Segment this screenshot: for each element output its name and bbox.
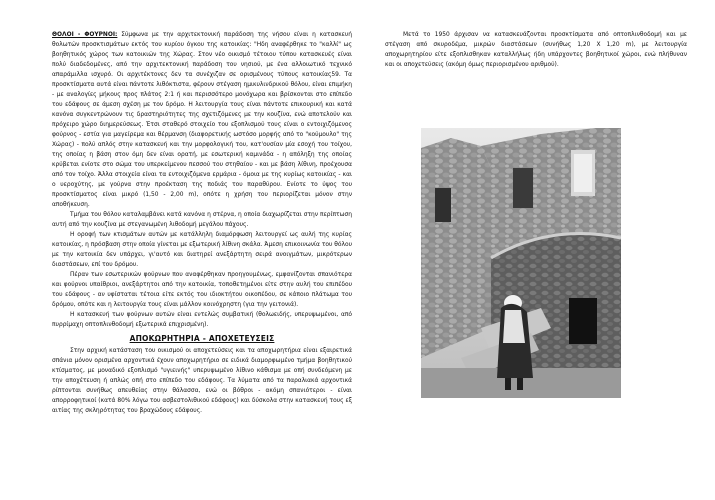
right-text-column	[385, 30, 687, 70]
paragraph-1	[52, 30, 352, 210]
paragraph-3: Η οροφή των κτισμάτων αυτών με κατάλληλη διαμόρφωση λειτουργεί ως αυλή της κυρίας κατοικίας, η πρόσβαση στην οποία γίνεται με εξωτερική λίθινη σκάλα. Άμεση επικοινωνία του θόλου με την κατοικία δεν υπάρχει, γι'αυτό και διατηρεί ανεξάρτητη σειρά ανοιγμάτων, μικρότερων διαστάσεων, επί του δρόμου.	[52, 232, 352, 268]
left-text-column	[52, 30, 352, 416]
paragraph-6: Στην αρχική κατάσταση του οικισμού οι αποχετεύσεις και τα αποχωρητήρια είναι εξαιρετικά σπάνια μόνον ορισμένα αρχοντικά έχουν αποχωρητήριο σε ειδικά διαμορφωμένο τμήμα βοηθητικού κτίσματος, με μοναδικό εξοπλισμό "υγιεινής" υπερυψωμένο λίθινο κάθισμα με οπή συνδεόμενη με την αποχέτευση ή απλώς οπή στο επίπεδο του εδάφους. Τα λύματα από τα παραλιακά αρχοντικά ρίπτονται συνήθως απευθείας στην θάλασσα, ενώ οι βόθροι - ακόμη σπανιότεροι - είναι απορροφητικοί (κατά 80% λόγω του ασβεστολιθικού εδάφους) και δύσκολα στην κατασκευή τους εξ αιτίας της σκληρότητας του βραχώδους εδάφους.	[52, 348, 352, 414]
photo-stone-building	[421, 128, 621, 398]
paragraph-4: Πέραν των εσωτερικών φούρνων που αναφέρθηκαν προηγουμένως, εμφανίζονται σπανιότερα και φούρνοι υπαίθριοι, ανεξάρτητοι από την κατοικία, τοποθετημένοι είτε στην αυλή του επιπέδου του εδάφους - αν υφίσταται τέτοια είτε εκτός του ιδιοκτήτου οικοπέδου, σε κάποιο πλάτωμα του δρόμου, οπότε και η λειτουργία τους είναι μάλλον κοινόχρηστη (για την γειτονιά).	[52, 272, 352, 308]
photo-image	[421, 128, 621, 398]
paragraph-1-text: Σύμφωνα με την αρχιτεκτονική παράδοση της νήσου είναι η κατασκευή θολωτών προσκτισμάτων εκτός του κυρίου όγκου της κατοικίας: "Ηδη αναφέρθηκε το "καλλί" ως βοηθητικός χώρος των κατοικιών της Χώρας. Στον νέο οικισμό τέτοιου τύπου κατασκευές είναι πολύ διαδεδομένες, από την αρχιτεκτονική παράδοση του νησιού, με ένα αλλοιωτικό τεχνικό απαράμιλλα ισχυρό. Οι αρχιτέκτονες δεν τα συνέχιζαν σε ορισμένους τύπους κατοικίας59. Τα προσκτίσματα αυτά είναι πάντοτε λιθόκτιστα, φέρουν στέγαση ημικυλινδρικού θόλου, είναι επιμήκη - με αναλογίες μήκους προς πλάτος 2:1 ή και περισσότερο μονόχωρα και βρίσκονται στο επίπεδο του εδάφους σε άμεση σχέση με τον δρόμο. Η λειτουργία τους είναι πάντοτε επικουρική και κατά κανόνα συγκεντρώνουν τις δραστηριότητες της σχετιζόμενες με την κουζίνα, ενώ αποτελούν και πρόχειρο χώρο διημερεύσεως. Έτσι σταθερό στοιχείο του εξοπλισμού τους είναι ο εντοιχιζόμενος φούρνος - εστία για μαγείρεμα και θέρμανση (διαφορετικής ωστόσο μορφής από το "κούμουλο" της Χώρας) - πολύ απλός στην κατασκευή και την μορφολογική του, κατ'ουσίαν μία εσοχή του τοίχου, της οποίας η βάση στον όμη δεν είναι ορατή, με εσωτερική καμινάδα - η απόληξη της οποίας κρύβεται ενίοτε στο σώμα του υπερκείμενου πεσσού του στηθαίου - και με βάση λίθινη, προέχουσα από τον τοίχο. Άλλα στοιχεία είναι τα εντοιχιζόμενα ερμάρια - όμοια με της κυρίως κατοικίας - και ο υεροχύτης, με γούρνα στην προέκταση της ποδιάς του παραθύρου. Ενίοτε το ύψος του προσκτίσματος είναι μικρό (1,50 - 2,00 m), οπότε η χρήση του περιορίζεται μόνον στην αποθήκευση.	[52, 32, 352, 208]
paragraph-5: Η κατασκευή των φούρνων αυτών είναι εντελώς συμβατική (θολωειδής, υπερυψωμένοι, από πυρρίμαχη οπτοπλινθοδομή εξωτερικά επιχρισμένη).	[52, 312, 352, 328]
paragraph-2: Τμήμα του θόλου καταλαμβάνει κατά κανόνα η στέρνα, η οποία διαχωρίζεται στην περίπτωση αυτή από την κουζίνα με στεγανωμένη λιθοδομή μεγάλου πάχους.	[52, 212, 352, 228]
section-heading-toilets-drainage: ΑΠΟΚΩΡΗΤΗΡΙΑ - ΑΠΟΧΕΤΕΥΣΕΙΣ	[129, 334, 275, 343]
paragraph-right-1: Μετά το 1950 άρχισαν να κατασκευάζονται προσκτίσματα από οπτοπλινθοδομή και με στέγαση από σκυροδέμα, μικρών διαστάσεων (συνήθως 1,20 Χ 1,20 m), με λειτουργία αποχωρητηρίου είτε εξοπλισθηκαν καταλλήλως ήδη υπάρχοντες βοηθητικοί χώροι, ενώ πλήθυναν και οι αποχετεύσεις (ακόμη όμως περιορισμένου αριθμού).	[385, 32, 687, 68]
section-heading-vaults-ovens: ΘΟΛΟΙ - ΦΟΥΡΝΟΙ:	[52, 32, 118, 38]
